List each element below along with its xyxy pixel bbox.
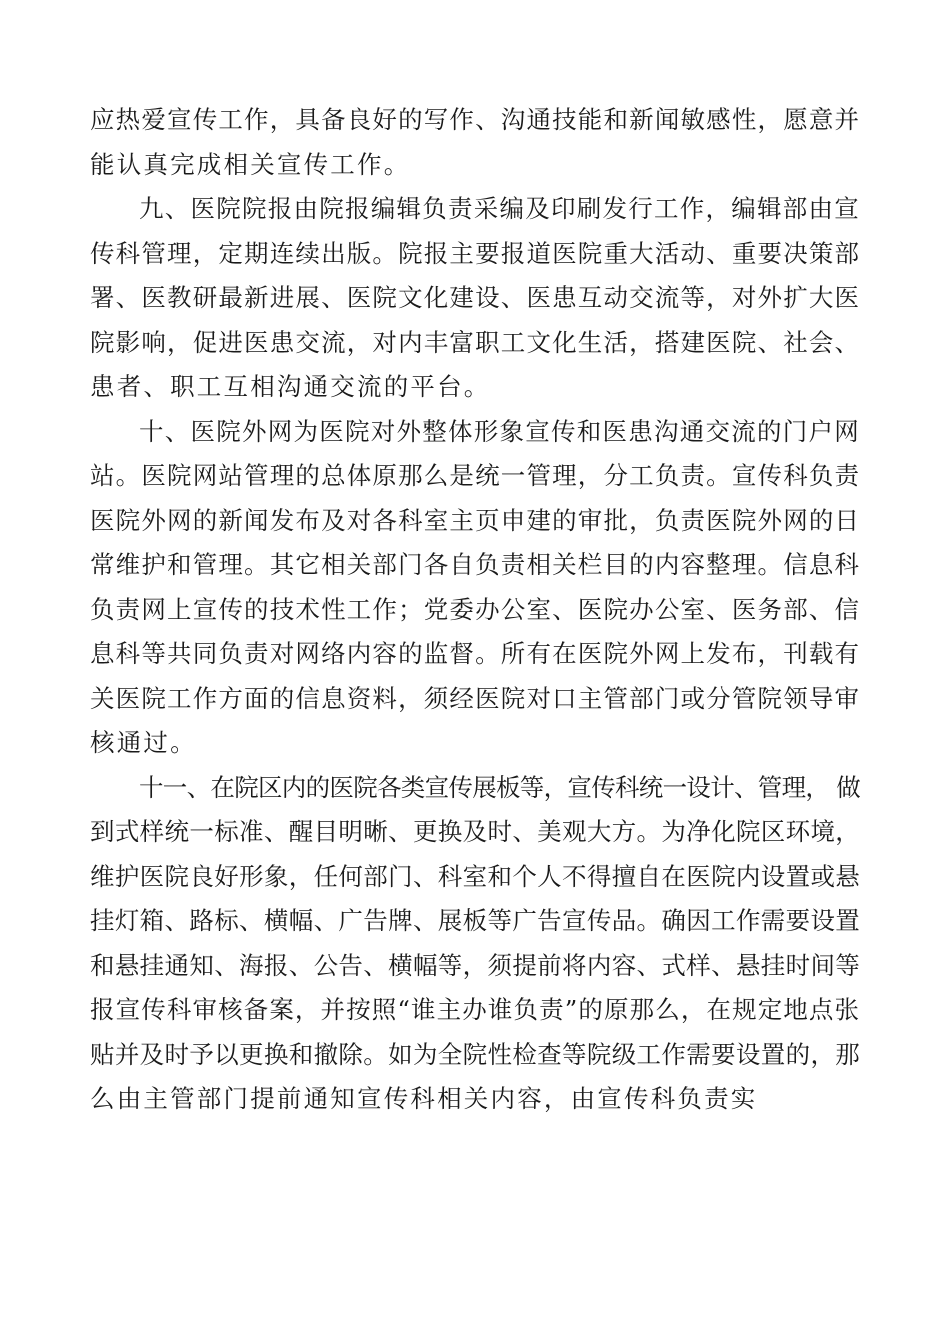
- text-line: 和悬挂通知、海报、公告、横幅等，须提前将内容、式样、悬挂时间等: [90, 950, 860, 980]
- paragraph-nine: [90, 187, 860, 410]
- text-line: 患者、职工互相沟通交流的平台。: [90, 372, 491, 401]
- text-line: 院影响，促进医患交流，对内丰富职工文化生活，搭建医院、社会、: [90, 327, 860, 357]
- text-line: 息科等共同负责对网络内容的监督。所有在医院外网上发布，刊载有: [90, 639, 860, 668]
- text-line: 能认真完成相关宣传工作。: [90, 149, 411, 179]
- paragraph-eleven: [90, 766, 860, 1122]
- text-line: 挂灯箱、路标、横幅、广告牌、展板等广告宣传品。确因工作需要设置: [90, 906, 860, 935]
- text-line: 报宣传科审核备案，并按照“谁主办谁负责”的原那么，在规定地点张: [90, 995, 860, 1024]
- text-line: 关医院工作方面的信息资料，须经医院对口主管部门或分管院领导审: [90, 683, 860, 713]
- text-line: 十一、在院区内的医院各类宣传展板等，宣传科统一设计、管理， 做: [139, 772, 860, 802]
- text-line: 传科管理，定期连续出版。院报主要报道医院重大活动、重要决策部: [90, 238, 860, 268]
- text-line: 站。医院网站管理的总体原那么是统一管理，分工负责。宣传科负责: [90, 461, 860, 490]
- paragraph-continued: [90, 98, 860, 187]
- text-line: 常维护和管理。其它相关部门各自负责相关栏目的内容整理。信息科: [90, 550, 860, 579]
- text-line: 署、医教研最新进展、医院文化建设、医患互动交流等，对外扩大医: [90, 283, 860, 312]
- text-line: 到式样统一标准、醒目明晰、更换及时、美观大方。为净化院区环境，: [90, 817, 860, 846]
- document-page: [90, 98, 860, 1122]
- paragraph-ten: [90, 410, 860, 766]
- text-line: 九、医院院报由院报编辑负责采编及印刷发行工作，编辑部由宣: [139, 194, 860, 223]
- text-line: 十、医院外网为医院对外整体形象宣传和医患沟通交流的门户网: [139, 416, 860, 446]
- text-line: 贴并及时予以更换和撤除。如为全院性检查等院级工作需要设置的，那: [90, 1039, 860, 1069]
- text-line: 负责网上宣传的技术性工作；党委办公室、医院办公室、医务部、信: [90, 594, 860, 624]
- text-line: 维护医院良好形象，任何部门、科室和个人不得擅自在医院内设置或悬: [90, 861, 860, 891]
- text-line: 应热爱宣传工作，具备良好的写作、沟通技能和新闻敏感性，愿意并: [90, 105, 860, 134]
- text-line: 核通过。: [90, 728, 197, 757]
- text-line: 么由主管部门提前通知宣传科相关内容，由宣传科负责实: [90, 1084, 758, 1113]
- text-line: 医院外网的新闻发布及对各科室主页申建的审批，负责医院外网的日: [90, 505, 860, 535]
